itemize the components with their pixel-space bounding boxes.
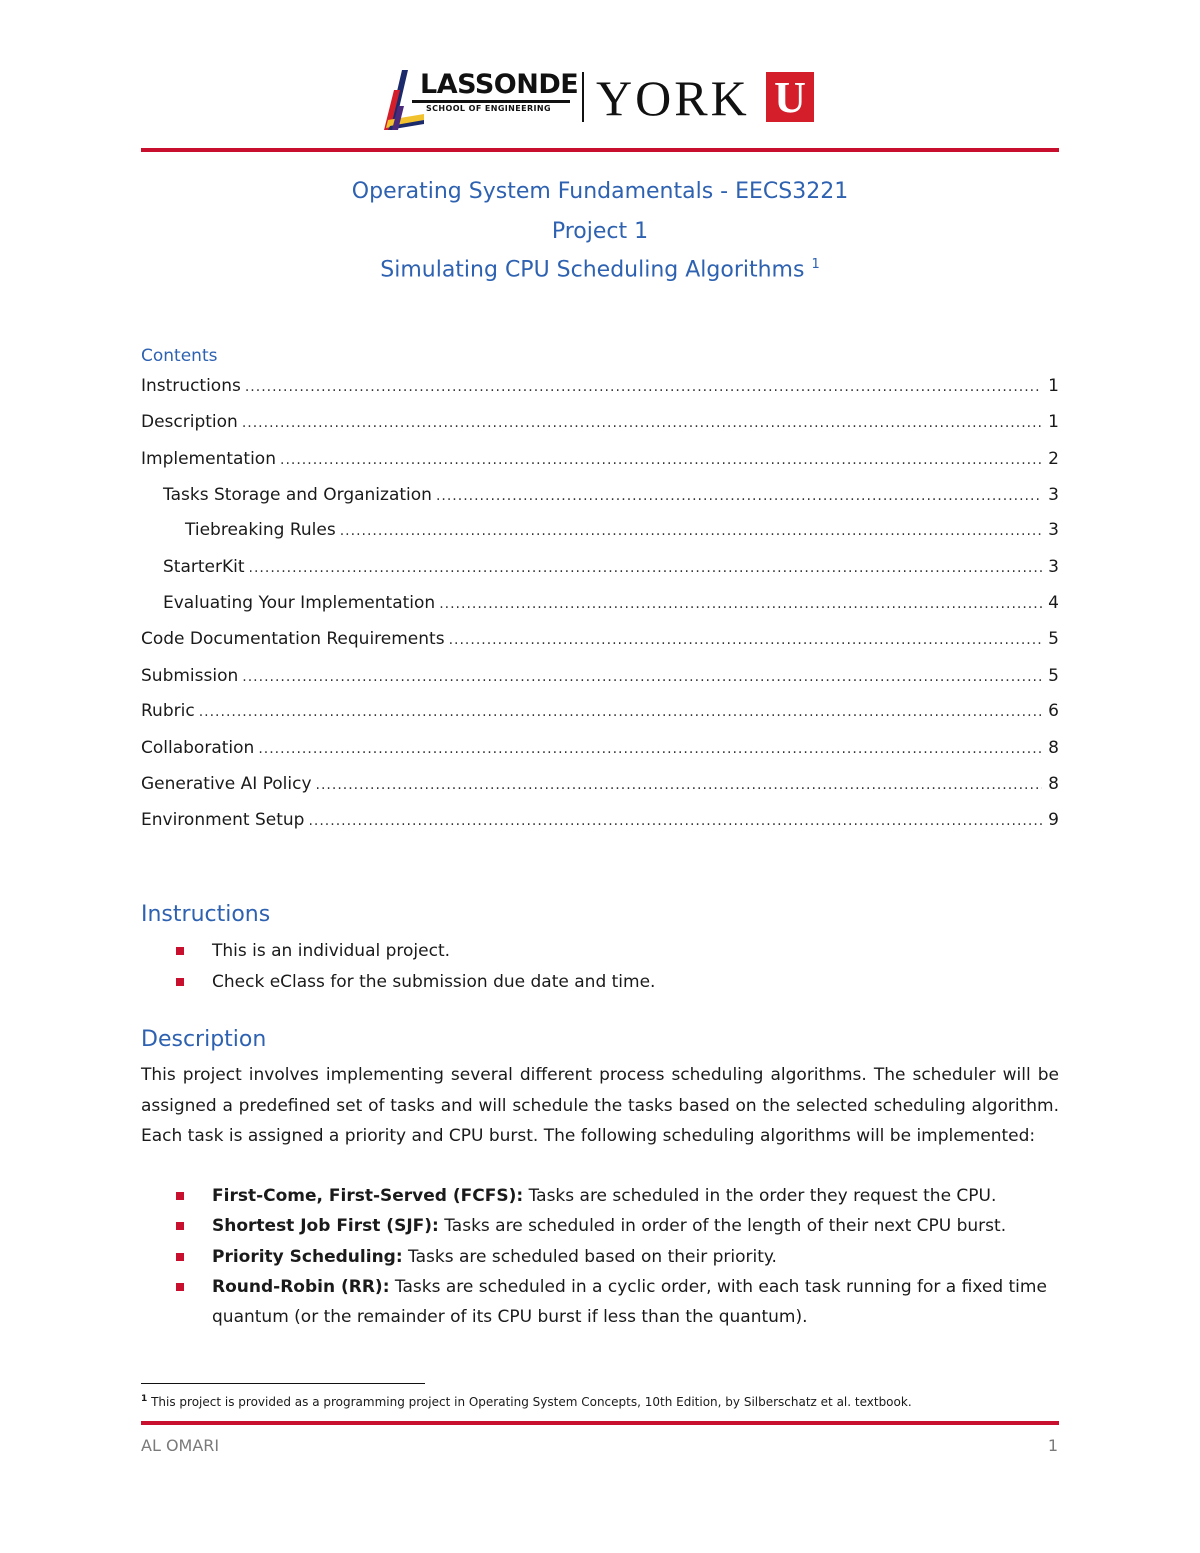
toc-entry-label: StarterKit (163, 557, 245, 577)
toc-entry-label: Collaboration (141, 738, 255, 758)
toc-entry[interactable] (141, 629, 1059, 653)
toc-entry-label: Submission (141, 666, 239, 686)
bullet-marker (176, 1222, 184, 1230)
toc-entry-label: Code Documentation Requirements (141, 629, 445, 649)
algorithm-text (212, 1211, 1056, 1241)
toc-entry[interactable] (141, 449, 1059, 473)
description-heading: Description (141, 1027, 267, 1052)
toc-entry-page: 8 (1048, 738, 1059, 758)
toc-entry-label: Tasks Storage and Organization (163, 485, 432, 505)
instruction-text: Check eClass for the submission due date and time. (212, 972, 656, 992)
york-u-logo (766, 72, 814, 122)
toc-entry-page: 5 (1048, 666, 1059, 686)
footnote-text: This project is provided as a programming project in Operating System Concepts, 10th Edition, by Silberschatz et al. textbook. (147, 1395, 912, 1409)
algorithm-name: First-Come, First-Served (FCFS): (212, 1186, 524, 1206)
toc-leader-dots (436, 488, 1042, 504)
toc-entry-label: Generative AI Policy (141, 774, 312, 794)
project-title (0, 257, 1200, 282)
toc-entry-label: Instructions (141, 376, 241, 396)
toc-entry-label: Evaluating Your Implementation (163, 593, 436, 613)
bullet-marker (176, 1192, 184, 1200)
algorithm-name: Shortest Job First (SJF): (212, 1216, 439, 1236)
toc-leader-dots (258, 741, 1042, 757)
toc-entry-label: Tiebreaking Rules (185, 520, 336, 540)
toc-entry-page: 5 (1048, 629, 1059, 649)
bullet-marker (176, 1283, 184, 1291)
toc-entry-page: 2 (1048, 449, 1059, 469)
toc-entry[interactable] (163, 593, 1059, 617)
instructions-heading: Instructions (141, 902, 271, 927)
algorithm-text (212, 1181, 1056, 1211)
footnote-ref[interactable]: 1 (811, 257, 820, 272)
bullet-marker (176, 978, 184, 986)
york-wordmark: YORK (596, 70, 750, 126)
instruction-text: This is an individual project. (212, 941, 451, 961)
course-title: Operating System Fundamentals - EECS3221 (351, 179, 849, 204)
toc-entry-label: Description (141, 412, 238, 432)
toc-entry-page: 9 (1048, 810, 1059, 830)
toc-leader-dots (280, 452, 1042, 468)
toc-heading: Contents (141, 346, 218, 366)
toc-leader-dots (242, 669, 1042, 685)
footnote (141, 1394, 912, 1409)
toc-entry[interactable] (141, 774, 1059, 798)
toc-leader-dots (249, 560, 1043, 576)
toc-leader-dots (245, 379, 1042, 395)
toc-entry[interactable] (141, 666, 1059, 690)
footer-rule (141, 1421, 1059, 1425)
toc-entry[interactable] (185, 520, 1059, 544)
toc-leader-dots (439, 596, 1042, 612)
algorithm-name: Priority Scheduling: (212, 1247, 403, 1267)
header-rule (141, 148, 1059, 152)
toc-entry-page: 8 (1048, 774, 1059, 794)
bullet-marker (176, 1253, 184, 1261)
toc-entry-page: 4 (1048, 593, 1059, 613)
footer-page-number: 1 (1047, 1436, 1058, 1455)
toc-entry[interactable] (163, 485, 1059, 509)
bullet-marker (176, 947, 184, 955)
toc-entry[interactable] (141, 701, 1059, 725)
algorithm-desc: Tasks are scheduled in the order they request the CPU. (523, 1186, 997, 1206)
toc-leader-dots (449, 632, 1043, 648)
toc-entry[interactable] (141, 810, 1059, 834)
york-u-letter: U (774, 73, 806, 122)
toc-entry-label: Rubric (141, 701, 195, 721)
toc-entry-page: 3 (1048, 520, 1059, 540)
toc-entry[interactable] (141, 412, 1059, 436)
toc-entry-label: Environment Setup (141, 810, 305, 830)
algorithm-desc: Tasks are scheduled in a cyclic order, with each task running for a fixed time quantum (or the remainder of its CPU burst if less than the quantum). (212, 1277, 1047, 1327)
toc-leader-dots (242, 415, 1042, 431)
lassonde-underline (412, 100, 570, 103)
toc-entry[interactable] (163, 557, 1059, 581)
footnote-mark: 1 (141, 1394, 148, 1404)
algorithm-desc: Tasks are scheduled based on their priority. (402, 1247, 777, 1267)
toc-entry-page: 3 (1048, 485, 1059, 505)
toc-entry[interactable] (141, 376, 1059, 400)
toc-entry-label: Implementation (141, 449, 276, 469)
toc-entry-page: 1 (1048, 412, 1059, 432)
project-title-text: Simulating CPU Scheduling Algorithms (380, 257, 805, 283)
toc-leader-dots (340, 523, 1042, 539)
toc-entry-page: 3 (1048, 557, 1059, 577)
footnote-separator (141, 1383, 425, 1384)
algorithm-text (212, 1242, 1056, 1272)
algorithm-name: Round-Robin (RR): (212, 1277, 390, 1297)
lassonde-subtitle: SCHOOL OF ENGINEERING (426, 104, 551, 113)
description-paragraph: This project involves implementing several different process scheduling algorithms. The scheduler will be assigned a predefined set of tasks and will schedule the tasks based on the selected scheduling algorithm. Each task is assigned a priority and CPU burst. The following scheduling algorithms will be implemented: (141, 1065, 1059, 1146)
algorithm-desc: Tasks are scheduled in order of the length of their next CPU burst. (438, 1216, 1007, 1236)
logo-divider (582, 72, 584, 122)
toc-leader-dots (199, 704, 1042, 720)
toc-entry[interactable] (141, 738, 1059, 762)
footer-author: AL OMARI (141, 1436, 220, 1455)
toc-entry-page: 1 (1048, 376, 1059, 396)
project-number: Project 1 (551, 219, 649, 244)
toc-leader-dots (316, 777, 1043, 793)
toc-entry-page: 6 (1048, 701, 1059, 721)
header-logo (0, 60, 1200, 130)
algorithm-text (212, 1272, 1056, 1332)
toc-leader-dots (308, 813, 1042, 829)
lassonde-wordmark: LASSONDE (420, 69, 579, 100)
